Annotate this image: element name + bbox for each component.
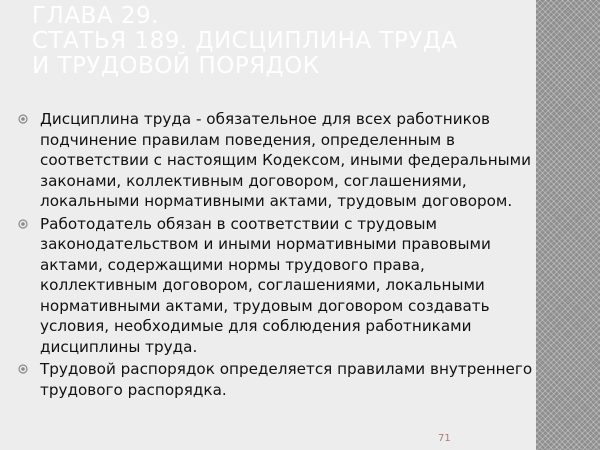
title-line-3: И ТРУДОВОЙ ПОРЯДОК	[32, 53, 320, 79]
title-line-2: СТАТЬЯ 189. ДИСЦИПЛИНА ТРУДА	[32, 28, 458, 54]
bullet-item	[18, 109, 533, 212]
bullet-text: Трудовой распорядок определяется правилами внутреннего трудового распорядка.	[40, 360, 533, 399]
page-number: 71	[438, 433, 451, 444]
slide-title	[32, 4, 532, 79]
bullet-text: Дисциплина труда - обязательное для всех работников подчинение правилам поведения, определенным в соответствии с настоящим Кодексом, иными федеральными законами, коллективным договором, соглашениями, локальными нормативными актами, трудовым договором.	[40, 110, 531, 210]
title-line-1: ГЛАВА 29.	[32, 3, 159, 29]
circle-bullet-icon	[18, 114, 28, 124]
circle-bullet-icon	[18, 219, 28, 229]
bullet-list	[18, 109, 533, 402]
bullet-item	[18, 214, 533, 358]
decorative-side-panel	[536, 0, 600, 450]
bullet-item	[18, 359, 533, 400]
circle-bullet-icon	[18, 364, 28, 374]
bullet-text: Работодатель обязан в соответствии с трудовым законодательством и иными нормативными правовыми актами, содержащими нормы трудового права, коллективным договором, соглашениями, локальными нормативными актами, трудовым договором создавать условия, необходимые для соблюдения работниками дисциплины труда.	[40, 214, 491, 356]
